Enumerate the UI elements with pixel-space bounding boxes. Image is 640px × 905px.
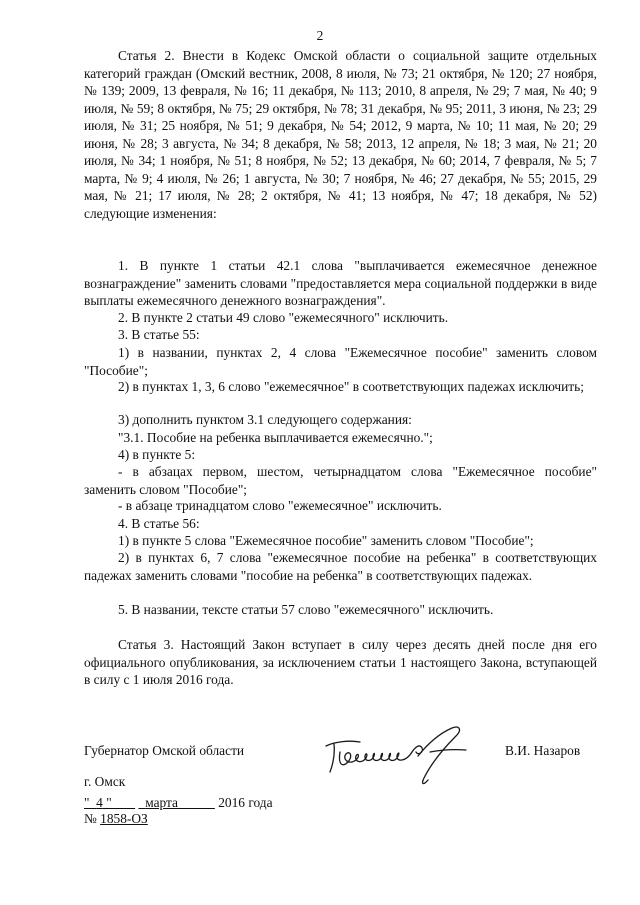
item-1: 1. В пункте 1 статьи 42.1 слова "выплачивается ежемесячное денежное вознаграждение" заменить словами "предоставляется мера социальной поддержки в виде выплаты ежемесячного денежного вознаграждения".: [84, 258, 597, 308]
item-3-4-b: - в абзаце тринадцатом слово "ежемесячное" исключить.: [118, 498, 442, 513]
item-3-4: 4) в пункте 5:: [118, 447, 196, 462]
signatory-title: Губернатор Омской области: [84, 743, 245, 758]
item-3-3-quote: "3.1. Пособие на ребенка выплачивается ежемесячно.";: [118, 430, 433, 445]
signing-date: " 4 " марта 2016 года: [84, 795, 273, 810]
date-year: 2016 года: [218, 795, 273, 810]
item-4-1: 1) в пункте 5 слова "Ежемесячное пособие" заменить словом "Пособие";: [118, 533, 534, 548]
item-4: 4. В статье 56:: [118, 516, 200, 531]
law-number-value: 1858-ОЗ: [100, 811, 148, 826]
item-3-3: 3) дополнить пунктом 3.1 следующего содержания:: [118, 412, 412, 427]
city: г. Омск: [84, 774, 126, 789]
date-month: марта: [145, 795, 178, 810]
item-3-4-a: - в абзацах первом, шестом, четырнадцатом слова "Ежемесячное пособие" заменить словом "Пособие";: [84, 464, 597, 497]
number-sign: №: [84, 811, 97, 826]
handwritten-signature: [320, 722, 485, 792]
item-3-1: 1) в названии, пунктах 2, 4 слова "Ежемесячное пособие" заменить словом "Пособие";: [84, 345, 597, 378]
date-day: 4: [96, 795, 103, 810]
signatory-name: В.И. Назаров: [505, 743, 581, 758]
law-number: [84, 810, 148, 828]
item-3: 3. В статье 55:: [118, 327, 200, 342]
article-2-intro: Статья 2. Внести в Кодекс Омской области о социальной защите отдельных категорий граждан (Омский вестник, 2008, 8 июля, № 73; 21 октября, № 120; 27 ноября, № 139; 2009, 13 февраля, № 16; 11 декабря, № 113; 2010, 8 апреля, № 29; 7 мая, № 40; 9 июля, № 59; 8 октября, № 75; 29 октября, № 78; 31 декабря, № 95; 2011, 3 июня, № 23; 29 июля, № 31; 25 ноября, № 51; 9 декабря, № 54; 2012, 9 марта, № 10; 11 мая, № 20; 29 июня, № 28; 3 августа, № 34; 8 декабря, № 58; 2013, 12 апреля, № 18; 3 мая, № 21; 20 июля, № 34; 1 ноября, № 51; 8 ноября, № 52; 13 декабря, № 60; 2014, 7 февраля, № 5; 7 марта, № 9; 4 июля, № 26; 1 августа, № 30; 7 ноября, № 46; 27 декабря, № 55; 2015, 29 мая, № 21; 17 июля, № 28; 2 октября, № 41; 13 ноября, № 47; 18 декабря, № 52) следующие изменения:: [84, 48, 597, 221]
item-4-2: 2) в пунктах 6, 7 слова "ежемесячное пособие на ребенка" в соответствующих падежах заменить словами "пособие на ребенка" в соответствующих падежах.: [84, 550, 597, 583]
item-3-2: 2) в пунктах 1, 3, 6 слово "ежемесячное" в соответствующих падежах исключить;: [118, 379, 584, 394]
article-3: Статья 3. Настоящий Закон вступает в силу через десять дней после дня его официального опубликования, за исключением статьи 1 настоящего Закона, вступающей в силу с 1 июля 2016 года.: [84, 637, 597, 687]
page-number: 2: [316, 28, 324, 43]
item-5: 5. В названии, тексте статьи 57 слово "ежемесячного" исключить.: [118, 602, 494, 617]
item-2: 2. В пункте 2 статьи 49 слово "ежемесячного" исключить.: [118, 310, 449, 325]
